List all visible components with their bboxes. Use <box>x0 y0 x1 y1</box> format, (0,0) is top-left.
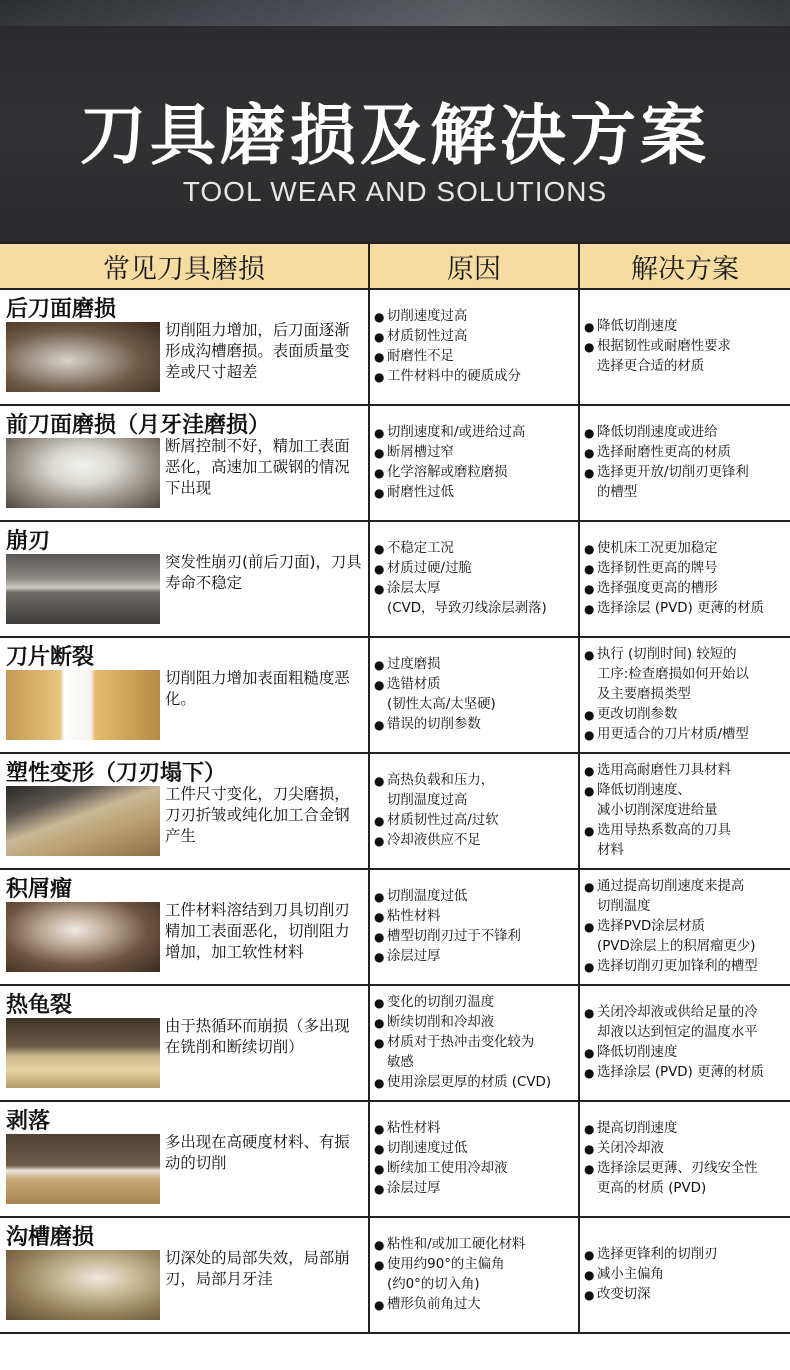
table-row <box>0 406 790 522</box>
solution-item <box>584 579 788 599</box>
cause-item <box>374 539 576 559</box>
solution-text: 通过提高切削速度来提高 切削温度 <box>597 879 745 914</box>
column-header-cause: 原因 <box>370 244 580 288</box>
wear-type-name: 沟槽磨损 <box>6 1225 95 1250</box>
solution-text: 选择耐磨性更高的材质 <box>597 445 731 460</box>
cause-text: 粘性材料 <box>387 909 441 924</box>
column-header-solution: 解决方案 <box>631 253 739 285</box>
cause-text: 断屑槽过窄 <box>387 445 454 460</box>
wear-description: 多出现在高硬度材料、有振动的切削 <box>165 1133 350 1172</box>
wear-cell <box>0 522 370 636</box>
bullet-icon: ● <box>584 1122 595 1136</box>
wear-description: 切深处的局部失效，局部崩刃，局部月牙洼 <box>165 1249 350 1288</box>
cause-text: 化学溶解或磨粒磨损 <box>387 465 508 480</box>
solution-text: 选择涂层 (PVD) 更薄的材质 <box>597 601 765 616</box>
solution-text: 降低切削速度 <box>597 319 678 334</box>
solution-text: 降低切削速度、 减小切削深度进给量 <box>597 783 718 818</box>
wear-description: 切削阻力增加表面粗糙度恶化。 <box>165 669 350 708</box>
solution-text: 关闭冷却液 <box>597 1141 664 1156</box>
cause-item <box>374 947 576 967</box>
bullet-icon: ● <box>584 562 595 576</box>
cause-text: 切削速度和/或进给过高 <box>387 425 526 440</box>
wear-cell <box>0 406 370 520</box>
wear-cell <box>0 638 370 752</box>
wear-description: 断屑控制不好，精加工表面恶化，高速加工碳钢的情况下出现 <box>165 437 350 497</box>
cause-cell <box>370 522 580 636</box>
cause-item <box>374 1255 576 1295</box>
bullet-icon: ● <box>584 708 595 722</box>
wear-cell <box>0 986 370 1100</box>
solution-item <box>584 821 788 861</box>
solution-text: 使机床工况更加稳定 <box>597 541 718 556</box>
bullet-icon: ● <box>584 340 595 354</box>
bullet-icon: ● <box>374 466 385 480</box>
solution-item <box>584 1063 788 1083</box>
wear-photo <box>6 1250 160 1320</box>
solution-text: 选择涂层更薄、刃线安全性 更高的材质 (PVD) <box>597 1161 758 1196</box>
solution-text: 选择强度更高的槽形 <box>597 581 718 596</box>
cause-text: 涂层太厚 (CVD，导致刃线涂层剥落) <box>387 581 547 616</box>
bullet-icon: ● <box>584 542 595 556</box>
cause-text: 耐磨性过低 <box>387 485 454 500</box>
solution-text: 改变切深 <box>597 1287 651 1302</box>
page-subtitle: TOOL WEAR AND SOLUTIONS <box>182 176 608 207</box>
wear-type-name: 崩刃 <box>6 529 51 554</box>
cause-item <box>374 347 576 367</box>
solution-list <box>584 1218 788 1332</box>
solution-list <box>584 290 788 404</box>
wear-description: 由于热循环而崩损（多出现在铣削和断续切削） <box>165 1017 350 1056</box>
solution-item <box>584 1139 788 1159</box>
bullet-icon: ● <box>374 1122 385 1136</box>
bullet-icon: ● <box>374 658 385 672</box>
solution-text: 选用高耐磨性刀具材料 <box>597 763 731 778</box>
wear-table <box>0 242 790 1334</box>
solution-item <box>584 1285 788 1305</box>
bullet-icon: ● <box>374 890 385 904</box>
bullet-icon: ● <box>584 728 595 742</box>
solution-item <box>584 781 788 821</box>
cause-item <box>374 831 576 851</box>
table-row <box>0 522 790 638</box>
solution-item <box>584 423 788 443</box>
solution-list <box>584 754 788 868</box>
bullet-icon: ● <box>584 920 595 934</box>
bullet-icon: ● <box>374 834 385 848</box>
table-row <box>0 1218 790 1334</box>
bullet-icon: ● <box>374 1258 385 1272</box>
cause-text: 冷却液供应不足 <box>387 833 481 848</box>
wear-type-name: 后刀面磨损 <box>6 297 117 322</box>
wear-cell <box>0 290 370 404</box>
cause-text: 错误的切削参数 <box>387 717 481 732</box>
bullet-icon: ● <box>374 582 385 596</box>
wear-photo <box>6 1134 160 1204</box>
cause-cell <box>370 290 580 404</box>
solution-list <box>584 406 788 520</box>
cause-text: 切削速度过低 <box>387 1141 468 1156</box>
solution-cell <box>580 986 790 1100</box>
cause-text: 选错材质 (韧性太高/太坚硬) <box>387 677 496 712</box>
cause-item <box>374 1119 576 1139</box>
bullet-icon: ● <box>584 1046 595 1060</box>
bullet-icon: ● <box>374 996 385 1010</box>
cause-text: 涂层过厚 <box>387 949 441 964</box>
solution-cell <box>580 870 790 984</box>
wear-photo <box>6 438 160 508</box>
cause-item <box>374 993 576 1013</box>
table-body <box>0 290 790 1334</box>
solution-text: 执行 (切削时间) 较短的 工序:检查磨损如何开始以 及主要磨损类型 <box>597 647 749 702</box>
solution-text: 选用导热系数高的刀具 材料 <box>597 823 731 858</box>
bullet-icon: ● <box>374 814 385 828</box>
cause-list <box>374 290 576 404</box>
solution-item <box>584 599 788 619</box>
bullet-icon: ● <box>374 1036 385 1050</box>
solution-text: 选择涂层 (PVD) 更薄的材质 <box>597 1065 765 1080</box>
table-row <box>0 1102 790 1218</box>
solution-list <box>584 1102 788 1216</box>
bullet-icon: ● <box>584 1162 595 1176</box>
wear-photo <box>6 1018 160 1088</box>
bullet-icon: ● <box>584 1142 595 1156</box>
bullet-icon: ● <box>374 446 385 460</box>
solution-list <box>584 522 788 636</box>
cause-item <box>374 307 576 327</box>
solution-text: 减小主偏角 <box>597 1267 664 1282</box>
solution-text: 降低切削速度或进给 <box>597 425 718 440</box>
cause-item <box>374 1295 576 1315</box>
cause-item <box>374 327 576 347</box>
table-row <box>0 754 790 870</box>
solution-cell <box>580 754 790 868</box>
solution-cell <box>580 1102 790 1216</box>
cause-item <box>374 771 576 811</box>
solution-list <box>584 986 788 1100</box>
cause-cell <box>370 986 580 1100</box>
wear-photo <box>6 670 160 740</box>
bullet-icon: ● <box>374 1238 385 1252</box>
cause-text: 材质韧性过高/过软 <box>387 813 499 828</box>
wear-cell <box>0 1218 370 1332</box>
solution-item <box>584 463 788 503</box>
bullet-icon: ● <box>374 486 385 500</box>
solution-item <box>584 337 788 377</box>
bullet-icon: ● <box>374 678 385 692</box>
solution-text: 选择更开放/切削刃更锋利 的槽型 <box>597 465 749 500</box>
cause-item <box>374 1033 576 1073</box>
wear-photo <box>6 322 160 392</box>
cause-item <box>374 715 576 735</box>
wear-description: 工件材料溶结到刀具切削刃精加工表面恶化，切削阻力增加，加工软性材料 <box>165 901 350 961</box>
solution-text: 选择更锋利的切削刃 <box>597 1247 718 1262</box>
solution-text: 提高切削速度 <box>597 1121 678 1136</box>
cause-item <box>374 655 576 675</box>
solution-item <box>584 917 788 957</box>
bullet-icon: ● <box>584 582 595 596</box>
solution-item <box>584 539 788 559</box>
bullet-icon: ● <box>584 1006 595 1020</box>
bullet-icon: ● <box>374 426 385 440</box>
cause-text: 切削温度过低 <box>387 889 468 904</box>
cause-text: 槽型切削刃过于不锋利 <box>387 929 521 944</box>
table-row <box>0 986 790 1102</box>
bullet-icon: ● <box>374 930 385 944</box>
cause-text: 过度磨损 <box>387 657 441 672</box>
bullet-icon: ● <box>374 1298 385 1312</box>
solution-text: 降低切削速度 <box>597 1045 678 1060</box>
solution-cell <box>580 1218 790 1332</box>
page-header <box>0 0 790 242</box>
cause-item <box>374 1179 576 1199</box>
solution-item <box>584 443 788 463</box>
wear-cell <box>0 754 370 868</box>
cause-item <box>374 559 576 579</box>
cause-item <box>374 1235 576 1255</box>
cause-item <box>374 1013 576 1033</box>
solution-item <box>584 1003 788 1043</box>
cause-list <box>374 1218 576 1332</box>
cause-cell <box>370 754 580 868</box>
solution-item <box>584 1119 788 1139</box>
solution-cell <box>580 638 790 752</box>
wear-type-name: 刀片断裂 <box>6 645 95 670</box>
solution-text: 选择PVD涂层材质 (PVD涂层上的积屑瘤更少) <box>597 919 756 954</box>
cause-item <box>374 579 576 619</box>
cause-item <box>374 927 576 947</box>
solution-item <box>584 705 788 725</box>
wear-type-name: 热龟裂 <box>6 993 73 1018</box>
cause-text: 断续加工使用冷却液 <box>387 1161 508 1176</box>
cause-item <box>374 443 576 463</box>
solution-item <box>584 877 788 917</box>
wear-description: 工件尺寸变化，刀尖磨损，刀刃折皱或纯化加工合金钢产生 <box>165 785 350 845</box>
bullet-icon: ● <box>374 562 385 576</box>
cause-text: 切削速度过高 <box>387 309 468 324</box>
wear-description: 切削阻力增加，后刀面逐渐形成沟槽磨损。表面质量变差或尺寸超差 <box>165 321 350 381</box>
cause-text: 变化的切削刃温度 <box>387 995 495 1010</box>
bullet-icon: ● <box>584 1288 595 1302</box>
cause-text: 使用涂层更厚的材质 (CVD) <box>387 1075 552 1090</box>
cause-cell <box>370 1218 580 1332</box>
solution-item <box>584 725 788 745</box>
cause-text: 工件材料中的硬质成分 <box>387 369 521 384</box>
bullet-icon: ● <box>584 320 595 334</box>
bullet-icon: ● <box>584 602 595 616</box>
cause-list <box>374 522 576 636</box>
table-header <box>0 244 790 290</box>
wear-type-name: 积屑瘤 <box>6 877 73 902</box>
solution-text: 更改切削参数 <box>597 707 678 722</box>
wear-description: 突发性崩刃(前后刀面)，刀具寿命不稳定 <box>165 553 362 592</box>
bullet-icon: ● <box>584 466 595 480</box>
cause-text: 耐磨性不足 <box>387 349 454 364</box>
bullet-icon: ● <box>374 310 385 324</box>
table-row <box>0 290 790 406</box>
column-header-wear: 常见刀具磨损 <box>0 244 370 288</box>
bullet-icon: ● <box>374 370 385 384</box>
bullet-icon: ● <box>584 824 595 838</box>
cause-text: 粘性和/或加工硬化材料 <box>387 1237 526 1252</box>
solution-item <box>584 1245 788 1265</box>
cause-text: 槽形负前角过大 <box>387 1297 481 1312</box>
cause-cell <box>370 406 580 520</box>
cause-item <box>374 423 576 443</box>
bullet-icon: ● <box>584 446 595 460</box>
bullet-icon: ● <box>374 1142 385 1156</box>
bullet-icon: ● <box>374 542 385 556</box>
bullet-icon: ● <box>374 1162 385 1176</box>
cause-list <box>374 754 576 868</box>
bullet-icon: ● <box>584 1268 595 1282</box>
wear-type-name: 塑性变形（刀刃塌下） <box>6 761 227 786</box>
solution-text: 用更适合的刀片材质/槽型 <box>597 727 749 742</box>
cause-list <box>374 870 576 984</box>
cause-item <box>374 811 576 831</box>
bullet-icon: ● <box>584 764 595 778</box>
cause-list <box>374 406 576 520</box>
solution-item <box>584 761 788 781</box>
cause-item <box>374 675 576 715</box>
bullet-icon: ● <box>584 1248 595 1262</box>
solution-item <box>584 957 788 977</box>
header-top-band <box>0 0 790 26</box>
bullet-icon: ● <box>374 774 385 788</box>
solution-cell <box>580 522 790 636</box>
bullet-icon: ● <box>584 960 595 974</box>
wear-type-name: 前刀面磨损（月牙洼磨损） <box>6 413 271 438</box>
cause-item <box>374 367 576 387</box>
solution-text: 根据韧性或耐磨性要求 选择更合适的材质 <box>597 339 731 374</box>
wear-photo <box>6 902 160 972</box>
cause-text: 粘性材料 <box>387 1121 441 1136</box>
solution-item <box>584 1159 788 1199</box>
cause-text: 高热负载和压力， 切削温度过高 <box>387 773 495 808</box>
bullet-icon: ● <box>584 648 595 662</box>
wear-cell <box>0 870 370 984</box>
bullet-icon: ● <box>374 1182 385 1196</box>
cause-text: 材质对于热冲击变化较为 敏感 <box>387 1035 535 1070</box>
bullet-icon: ● <box>584 880 595 894</box>
cause-list <box>374 986 576 1100</box>
solution-cell <box>580 290 790 404</box>
table-row <box>0 638 790 754</box>
solution-item <box>584 317 788 337</box>
solution-cell <box>580 406 790 520</box>
cause-list <box>374 638 576 752</box>
cause-cell <box>370 870 580 984</box>
cause-list <box>374 1102 576 1216</box>
solution-item <box>584 1043 788 1063</box>
cause-text: 不稳定工况 <box>387 541 454 556</box>
table-row <box>0 870 790 986</box>
cause-item <box>374 1073 576 1093</box>
cause-cell <box>370 1102 580 1216</box>
cause-item <box>374 1159 576 1179</box>
solution-list <box>584 638 788 752</box>
bullet-icon: ● <box>374 1076 385 1090</box>
bullet-icon: ● <box>374 718 385 732</box>
page-title: 刀具磨损及解决方案 <box>80 97 710 174</box>
bullet-icon: ● <box>374 350 385 364</box>
bullet-icon: ● <box>374 910 385 924</box>
bullet-icon: ● <box>584 1066 595 1080</box>
bullet-icon: ● <box>374 950 385 964</box>
solution-item <box>584 645 788 705</box>
wear-type-name: 剥落 <box>6 1109 51 1134</box>
cause-text: 使用约90°的主偏角 (约0°的切入角) <box>387 1257 505 1292</box>
bullet-icon: ● <box>374 330 385 344</box>
cause-item <box>374 463 576 483</box>
solution-text: 选择切削刃更加锋利的槽型 <box>597 959 758 974</box>
solution-text: 关闭冷却液或供给足量的冷 却液以达到恒定的温度水平 <box>597 1005 758 1040</box>
wear-photo <box>6 786 160 856</box>
cause-text: 断续切削和冷却液 <box>387 1015 495 1030</box>
solution-list <box>584 870 788 984</box>
wear-cell <box>0 1102 370 1216</box>
cause-text: 涂层过厚 <box>387 1181 441 1196</box>
bullet-icon: ● <box>584 426 595 440</box>
cause-text: 材质韧性过高 <box>387 329 468 344</box>
cause-item <box>374 887 576 907</box>
bullet-icon: ● <box>374 1016 385 1030</box>
wear-photo <box>6 554 160 624</box>
cause-cell <box>370 638 580 752</box>
solution-text: 选择韧性更高的牌号 <box>597 561 718 576</box>
cause-item <box>374 1139 576 1159</box>
solution-item <box>584 559 788 579</box>
bullet-icon: ● <box>584 784 595 798</box>
cause-item <box>374 483 576 503</box>
cause-text: 材质过硬/过脆 <box>387 561 472 576</box>
cause-item <box>374 907 576 927</box>
solution-item <box>584 1265 788 1285</box>
